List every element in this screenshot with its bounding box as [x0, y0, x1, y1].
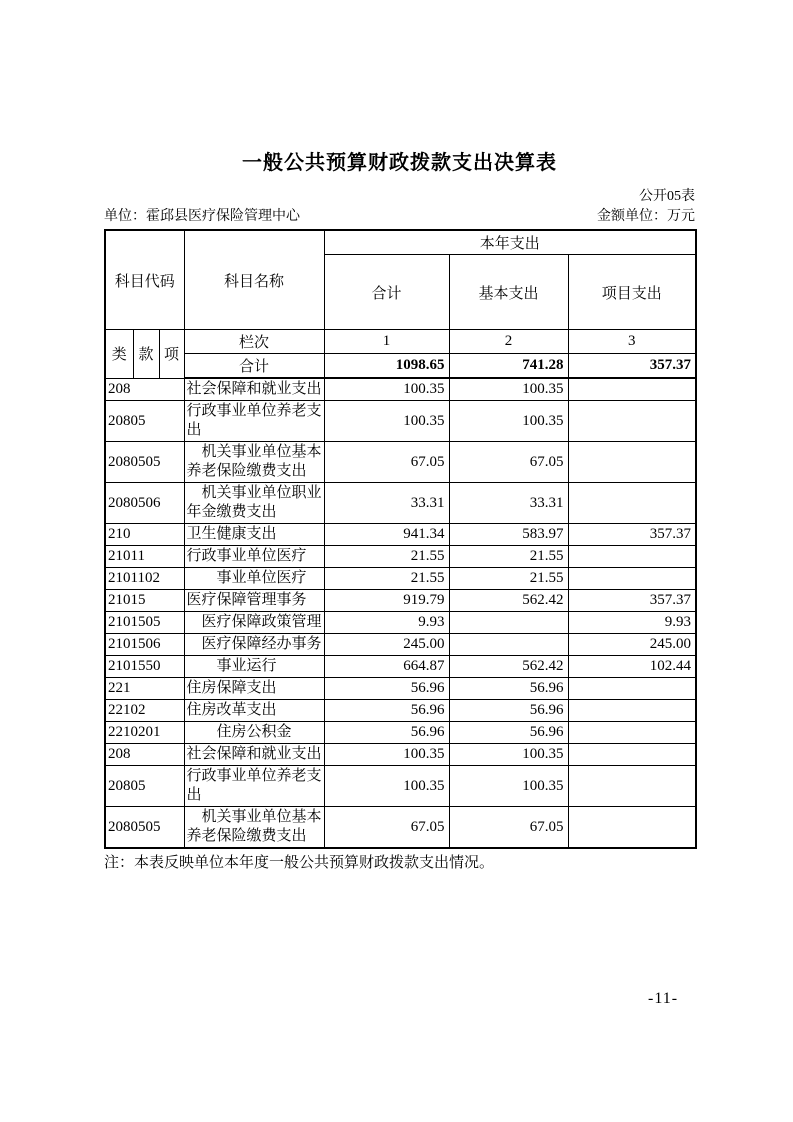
project-expenditure-cell	[568, 766, 696, 807]
subject-name-cell: 住房保障支出	[184, 678, 324, 700]
total-amount-cell: 56.96	[324, 678, 449, 700]
table-row	[105, 401, 696, 442]
basic-expenditure-cell: 562.42	[449, 590, 568, 612]
total-amount-cell: 21.55	[324, 568, 449, 590]
total-amount-cell: 21.55	[324, 546, 449, 568]
table-row	[105, 700, 696, 722]
header-total: 合计	[324, 255, 449, 330]
header-item: 项	[159, 330, 184, 379]
total-amount-cell: 100.35	[324, 378, 449, 401]
meta-row	[104, 208, 695, 225]
subject-code-cell: 2101102	[105, 568, 184, 590]
subject-code-cell: 2101506	[105, 634, 184, 656]
subject-name-cell: 行政事业单位医疗	[184, 546, 324, 568]
grand-total-amount: 1098.65	[324, 354, 449, 379]
page-title: 一般公共预算财政拨款支出决算表	[242, 150, 557, 174]
basic-expenditure-cell: 67.05	[449, 442, 568, 483]
header-row-1	[105, 230, 696, 255]
table-row	[105, 678, 696, 700]
subject-name-cell: 医疗保障经办事务	[184, 634, 324, 656]
header-section: 款	[133, 330, 159, 379]
table-row	[105, 656, 696, 678]
project-expenditure-cell	[568, 568, 696, 590]
project-expenditure-cell: 357.37	[568, 590, 696, 612]
grand-total-basic: 741.28	[449, 354, 568, 379]
project-expenditure-cell	[568, 546, 696, 568]
header-class: 类	[105, 330, 133, 379]
total-amount-cell: 67.05	[324, 807, 449, 849]
total-amount-cell: 100.35	[324, 766, 449, 807]
basic-expenditure-cell: 100.35	[449, 401, 568, 442]
subject-name-cell: 住房改革支出	[184, 700, 324, 722]
total-amount-cell: 9.93	[324, 612, 449, 634]
subject-code-cell: 2210201	[105, 722, 184, 744]
total-amount-cell: 56.96	[324, 700, 449, 722]
subject-code-cell: 221	[105, 678, 184, 700]
project-expenditure-cell	[568, 807, 696, 849]
project-expenditure-cell: 102.44	[568, 656, 696, 678]
header-project: 项目支出	[568, 255, 696, 330]
budget-table	[104, 229, 697, 849]
subject-name-cell: 社会保障和就业支出	[184, 378, 324, 401]
basic-expenditure-cell: 56.96	[449, 700, 568, 722]
table-row	[105, 744, 696, 766]
header-subject-name: 科目名称	[184, 230, 324, 330]
project-expenditure-cell	[568, 442, 696, 483]
subject-name-cell: 机关事业单位职业年金缴费支出	[184, 483, 324, 524]
project-expenditure-cell	[568, 378, 696, 401]
basic-expenditure-cell: 100.35	[449, 378, 568, 401]
subject-name-cell: 事业运行	[184, 656, 324, 678]
basic-expenditure-cell: 100.35	[449, 766, 568, 807]
table-row	[105, 634, 696, 656]
subject-name-cell: 社会保障和就业支出	[184, 744, 324, 766]
header-current-year: 本年支出	[324, 230, 696, 255]
unit-label: 单位：霍邱县医疗保险管理中心	[104, 209, 300, 224]
subject-code-cell: 2080505	[105, 442, 184, 483]
subject-code-cell: 21015	[105, 590, 184, 612]
project-expenditure-cell: 245.00	[568, 634, 696, 656]
subject-code-cell: 2080506	[105, 483, 184, 524]
table-code-label: 公开05表	[639, 189, 695, 204]
column-label-cell: 栏次	[184, 330, 324, 354]
total-amount-cell: 33.31	[324, 483, 449, 524]
subject-code-cell: 22102	[105, 700, 184, 722]
table-row	[105, 378, 696, 401]
subject-name-cell: 医疗保障管理事务	[184, 590, 324, 612]
basic-expenditure-cell	[449, 634, 568, 656]
table-row	[105, 546, 696, 568]
basic-expenditure-cell: 583.97	[449, 524, 568, 546]
subject-code-cell: 210	[105, 524, 184, 546]
page-number: -11-	[648, 990, 679, 1007]
grand-total-label: 合计	[184, 354, 324, 379]
basic-expenditure-cell	[449, 612, 568, 634]
total-amount-cell: 100.35	[324, 744, 449, 766]
table-row	[105, 442, 696, 483]
subject-name-cell: 行政事业单位养老支出	[184, 766, 324, 807]
basic-expenditure-cell: 562.42	[449, 656, 568, 678]
subject-name-cell: 行政事业单位养老支出	[184, 401, 324, 442]
table-row	[105, 612, 696, 634]
header-basic: 基本支出	[449, 255, 568, 330]
project-expenditure-cell	[568, 401, 696, 442]
column-number-1: 1	[324, 330, 449, 354]
header-subject-code: 科目代码	[105, 230, 184, 330]
subject-code-cell: 2101505	[105, 612, 184, 634]
table-row	[105, 568, 696, 590]
column-number-3: 3	[568, 330, 696, 354]
subject-code-cell: 208	[105, 378, 184, 401]
grand-total-project: 357.37	[568, 354, 696, 379]
basic-expenditure-cell: 67.05	[449, 807, 568, 849]
table-row	[105, 766, 696, 807]
subject-code-cell: 21011	[105, 546, 184, 568]
basic-expenditure-cell: 33.31	[449, 483, 568, 524]
subject-code-cell: 2101550	[105, 656, 184, 678]
basic-expenditure-cell: 56.96	[449, 722, 568, 744]
subject-code-cell: 2080505	[105, 807, 184, 849]
total-amount-cell: 919.79	[324, 590, 449, 612]
table-note: 注：本表反映单位本年度一般公共预算财政拨款支出情况。	[104, 855, 495, 871]
table-row	[105, 483, 696, 524]
total-amount-cell: 56.96	[324, 722, 449, 744]
subject-name-cell: 事业单位医疗	[184, 568, 324, 590]
project-expenditure-cell	[568, 678, 696, 700]
table-row	[105, 524, 696, 546]
subject-code-cell: 20805	[105, 766, 184, 807]
subject-code-cell: 208	[105, 744, 184, 766]
document-content	[104, 0, 695, 872]
project-expenditure-cell	[568, 483, 696, 524]
table-row	[105, 722, 696, 744]
project-expenditure-cell	[568, 700, 696, 722]
column-number-2: 2	[449, 330, 568, 354]
basic-expenditure-cell: 56.96	[449, 678, 568, 700]
table-row	[105, 590, 696, 612]
total-amount-cell: 941.34	[324, 524, 449, 546]
total-amount-cell: 100.35	[324, 401, 449, 442]
grand-total-row	[105, 354, 696, 379]
total-amount-cell: 67.05	[324, 442, 449, 483]
basic-expenditure-cell: 21.55	[449, 546, 568, 568]
subject-code-cell: 20805	[105, 401, 184, 442]
subject-name-cell: 机关事业单位基本养老保险缴费支出	[184, 442, 324, 483]
subject-name-cell: 机关事业单位基本养老保险缴费支出	[184, 807, 324, 849]
total-amount-cell: 664.87	[324, 656, 449, 678]
total-amount-cell: 245.00	[324, 634, 449, 656]
basic-expenditure-cell: 21.55	[449, 568, 568, 590]
basic-expenditure-cell: 100.35	[449, 744, 568, 766]
project-expenditure-cell	[568, 722, 696, 744]
column-number-row	[105, 330, 696, 354]
project-expenditure-cell	[568, 744, 696, 766]
project-expenditure-cell: 357.37	[568, 524, 696, 546]
subject-name-cell: 医疗保障政策管理	[184, 612, 324, 634]
subject-name-cell: 住房公积金	[184, 722, 324, 744]
amount-unit-label: 金额单位：万元	[597, 209, 695, 224]
subject-name-cell: 卫生健康支出	[184, 524, 324, 546]
table-row	[105, 807, 696, 849]
project-expenditure-cell: 9.93	[568, 612, 696, 634]
